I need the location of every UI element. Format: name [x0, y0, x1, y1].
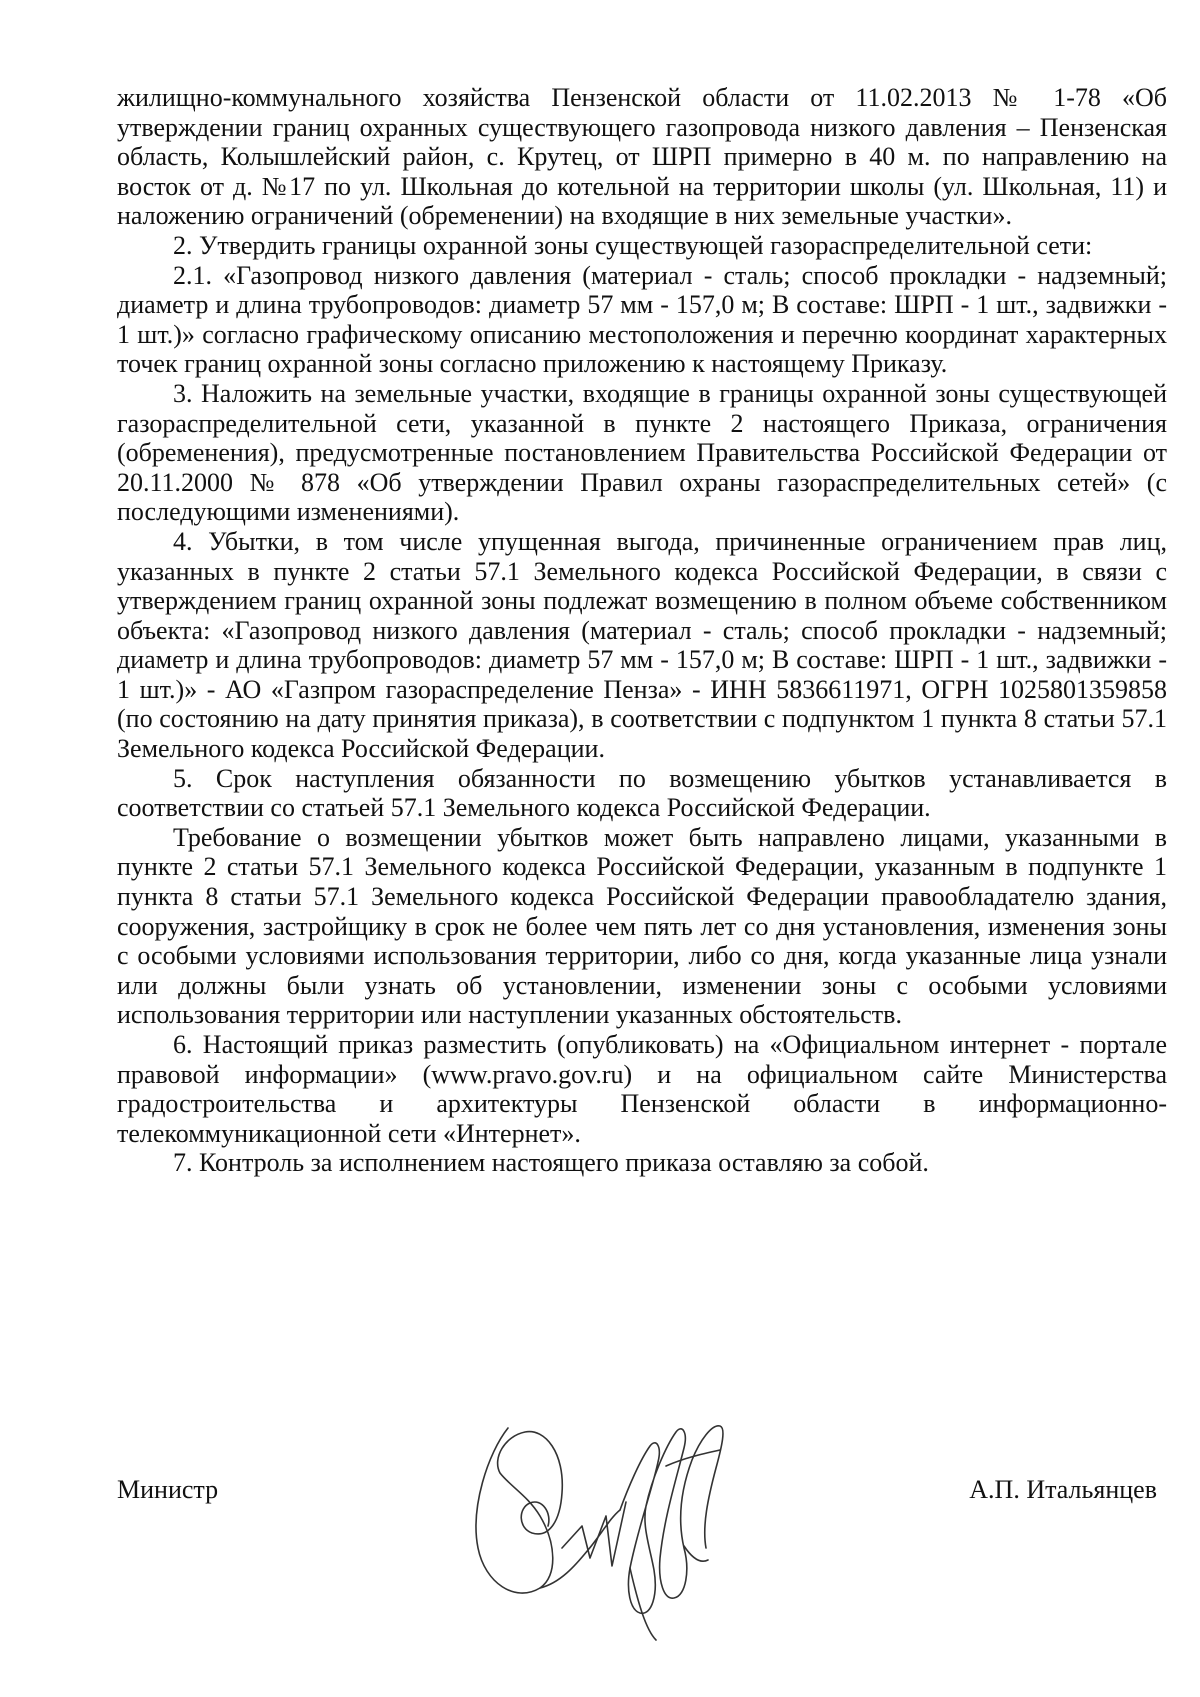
paragraph-item-4: 4. Убытки, в том числе упущенная выгода, причиненные ограничением прав лиц, указанных в пункте 2 статьи 57.1 Земельного кодекса Российской Федерации, в связи с утверждением границ охранной зоны подлежат возмещению в полном объеме собственником объекта: «Газопровод низкого давления (материал - сталь; способ прокладки - надземный; диаметр и длина трубопроводов: диаметр 57 мм - 157,0 м; В составе: ШРП - 1 шт., задвижки - 1 шт.)» - АО «Газпром газораспределение Пенза» - ИНН 5836611971, ОГРН 1025801359858 (по состоянию на дату принятия приказа), в соответствии с подпунктом 1 пункта 8 статьи 57.1 Земельного кодекса Российской Федерации.: [117, 526, 1167, 764]
signature-block: [0, 1400, 1200, 1640]
paragraph-item-5: 5. Срок наступления обязанности по возмещению убытков устанавливается в соответствии со статьей 57.1 Земельного кодекса Российской Федерации.: [117, 763, 1167, 823]
paragraph-item-2: 2. Утвердить границы охранной зоны существующей газораспределительной сети:: [173, 230, 1093, 260]
paragraph-item-3: 3. Наложить на земельные участки, входящие в границы охранной зоны существующей газораспределительной сети, указанной в пункте 2 настоящего Приказа, ограничения (обременения), предусмотренные постановлением Правительства Российской Федерации от 20.11.2000 № 878 «Об утверждении Правил охраны газораспределительных сетей» (с последующими изменениями).: [117, 378, 1167, 527]
paragraph-preamble-continuation: жилищно-коммунального хозяйства Пензенской области от 11.02.2013 № 1-78 «Об утверждении границ охранных существующего газопровода низкого давления – Пензенская область, Колышлейский район, с. Крутец, от ШРП примерно в 40 м. по направлению на восток от д. №17 по ул. Школьная до котельной на территории школы (ул. Школьная, 11) и наложению ограничений (обременении) на входящие в них земельные участки».: [117, 83, 1167, 231]
paragraph-damages-claim: Требование о возмещении убытков может быть направлено лицами, указанными в пункте 2 статьи 57.1 Земельного кодекса Российской Федерации, указанным в подпункте 1 пункта 8 статьи 57.1 Земельного кодекса Российской Федерации правообладателю здания, сооружения, застройщику в срок не более чем пять лет со дня установления, изменения зоны с особыми условиями использования территории, либо со дня, когда указанные лица узнали или должны были узнать об установлении, изменении зоны с особыми условиями использования территории или наступлении указанных обстоятельств.: [117, 822, 1167, 1030]
paragraph-item-2-1: 2.1. «Газопровод низкого давления (материал - сталь; способ прокладки - надземный; диаметр и длина трубопроводов: диаметр 57 мм - 157,0 м; В составе: ШРП - 1 шт., задвижки - 1 шт.)» согласно графическому описанию местоположения и перечню координат характерных точек границ охранной зоны согласно приложению к настоящему Приказу.: [117, 260, 1167, 379]
document-body: [117, 83, 1167, 1178]
paragraph-item-6: 6. Настоящий приказ разместить (опубликовать) на «Официальном интернет - портале правовой информации» (www.pravo.gov.ru) и на официальном сайте Министерства градостроительства и архитектуры Пензенской области в информационно-телекоммуникационной сети «Интернет».: [117, 1030, 1167, 1148]
handwritten-signature: [470, 1398, 740, 1643]
signatory-position: Министр: [117, 1475, 219, 1504]
signatory-name: А.П. Итальянцев: [969, 1475, 1157, 1504]
paragraph-item-7: 7. Контроль за исполнением настоящего приказа оставляю за собой.: [173, 1148, 929, 1178]
